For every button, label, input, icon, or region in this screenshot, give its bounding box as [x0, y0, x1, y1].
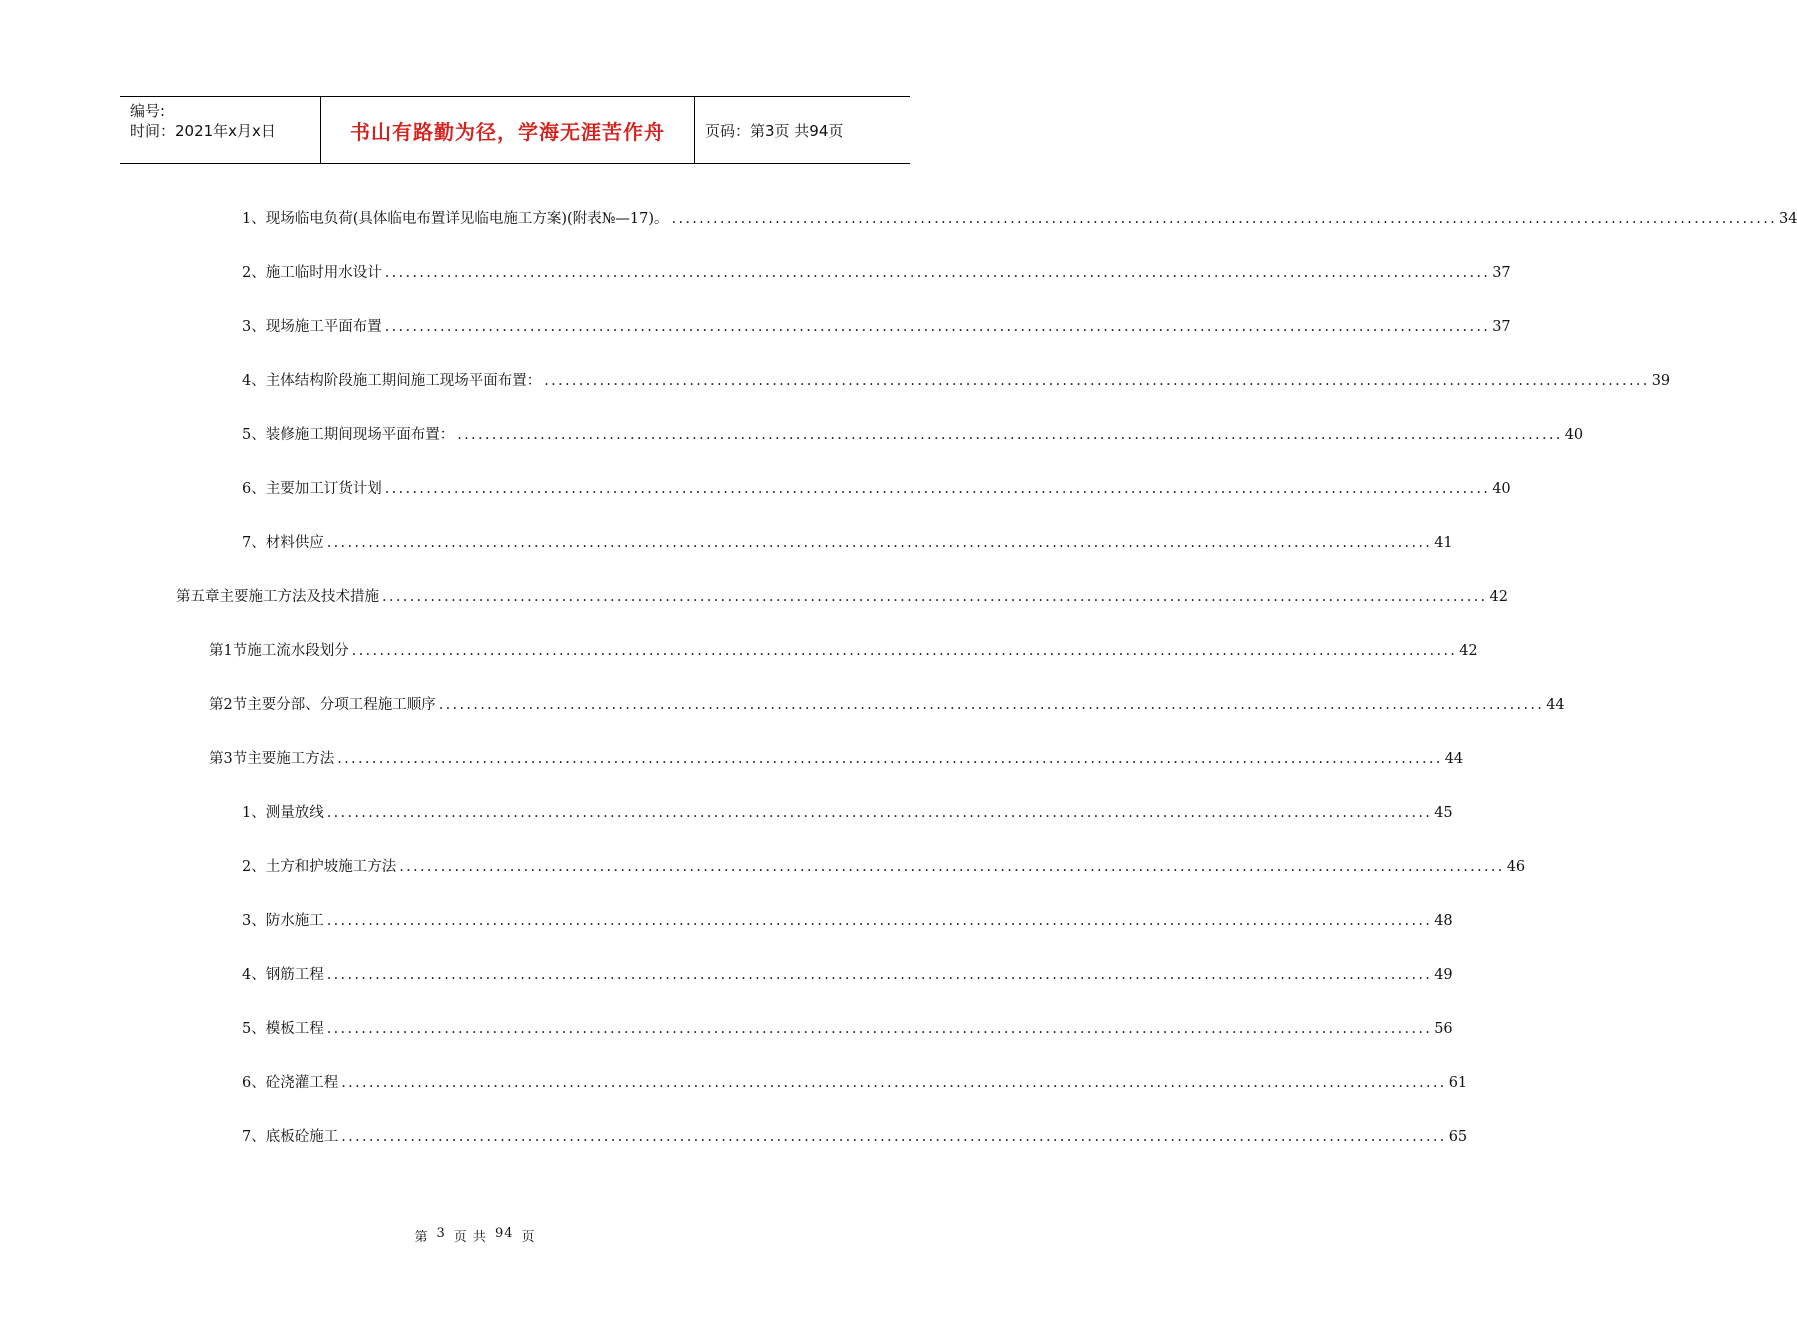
- toc-dot-leader: ................................................................................................................................................................: [326, 967, 1433, 983]
- toc-entry-page: 41: [1434, 535, 1453, 551]
- toc-entry-number: 6、: [242, 481, 266, 497]
- toc-entry-page: 56: [1434, 1021, 1453, 1037]
- toc-entry-title: 测量放线: [265, 805, 324, 821]
- toc-entry-page: 39: [1651, 373, 1671, 389]
- toc-entry[interactable]: [242, 425, 1584, 445]
- toc-dot-leader: ................................................................................................................................................................: [457, 427, 1563, 443]
- toc-dot-leader: ................................................................................................................................................................: [326, 805, 1433, 821]
- toc-entry[interactable]: [242, 317, 1511, 337]
- toc-entry-title: 主体结构阶段施工期间施工现场平面布置：: [265, 373, 542, 389]
- toc-entry[interactable]: [209, 749, 1464, 769]
- toc-entry-title: 主要分部、分项工程施工顺序: [247, 697, 436, 713]
- toc-entry-title: 施工流水段划分: [247, 643, 349, 659]
- toc-dot-leader: ................................................................................................................................................................: [351, 643, 1458, 659]
- toc-entry-page: 40: [1564, 427, 1584, 443]
- toc-entry-page: 46: [1506, 859, 1526, 875]
- toc-entry[interactable]: [209, 695, 1565, 715]
- toc-entry[interactable]: [242, 209, 1797, 229]
- toc-entry-title: 钢筋工程: [265, 967, 324, 983]
- toc-entry-number: 第1节: [209, 643, 248, 659]
- toc-dot-leader: ................................................................................................................................................................: [341, 1129, 1447, 1145]
- toc-dot-leader: ................................................................................................................................................................: [438, 697, 1545, 713]
- toc-entry-number: 4、: [242, 373, 266, 389]
- serial-number-label: 编号:: [130, 102, 166, 120]
- footer-suffix: 页: [521, 1230, 536, 1245]
- toc-entry-page: 42: [1459, 643, 1478, 659]
- toc-entry-number: 5、: [242, 1021, 266, 1037]
- header-motto: 书山有路勤为径，学海无涯苦作舟: [321, 97, 695, 163]
- toc-dot-leader: ................................................................................................................................................................: [337, 751, 1443, 767]
- toc-dot-leader: ................................................................................................................................................................: [399, 859, 1505, 875]
- toc-dot-leader: ................................................................................................................................................................: [544, 373, 1650, 389]
- toc-dot-leader: ................................................................................................................................................................: [382, 589, 1488, 605]
- document-header: [120, 96, 910, 164]
- toc-entry-title: 主要施工方法及技术措施: [219, 589, 379, 605]
- toc-dot-leader: ................................................................................................................................................................: [326, 1021, 1433, 1037]
- toc-entry[interactable]: [242, 371, 1671, 391]
- toc-entry-number: 7、: [242, 535, 266, 551]
- toc-dot-leader: ................................................................................................................................................................: [384, 481, 1491, 497]
- toc-entry[interactable]: [242, 1073, 1468, 1093]
- toc-entry-page: 48: [1434, 913, 1453, 929]
- page-footer: [0, 1226, 950, 1246]
- toc-entry-number: 2、: [242, 265, 266, 281]
- header-meta: [120, 97, 321, 163]
- toc-entry-number: 1、: [242, 211, 266, 227]
- toc-entry[interactable]: [242, 533, 1453, 553]
- toc-entry-number: 3、: [242, 319, 266, 335]
- toc-entry-number: 5、: [242, 427, 266, 443]
- toc-entry-page: 44: [1546, 697, 1565, 713]
- toc-entry-title: 主要施工方法: [247, 751, 335, 767]
- toc-entry-page: 37: [1492, 265, 1511, 281]
- footer-page-total: 94: [494, 1226, 514, 1241]
- toc-entry-page: 45: [1434, 805, 1453, 821]
- toc-dot-leader: ................................................................................................................................................................: [384, 319, 1491, 335]
- toc-entry-page: 42: [1489, 589, 1508, 605]
- toc-entry[interactable]: [242, 1019, 1453, 1039]
- footer-page-number: 3: [436, 1226, 446, 1241]
- toc-entry[interactable]: [242, 965, 1453, 985]
- toc-entry[interactable]: [242, 1127, 1468, 1147]
- toc-entry-title: 现场临电负荷(具体临电布置详见临电施工方案)(附表№—17)。: [265, 211, 669, 227]
- toc-entry-title: 砼浇灌工程: [265, 1075, 339, 1091]
- toc-entry-number: 第3节: [209, 751, 248, 767]
- toc-entry-title: 主要加工订货计划: [265, 481, 382, 497]
- toc-entry-title: 材料供应: [265, 535, 324, 551]
- toc-entry-page: 61: [1448, 1075, 1468, 1091]
- toc-dot-leader: ................................................................................................................................................................: [384, 265, 1491, 281]
- toc-dot-leader: ................................................................................................................................................................: [341, 1075, 1447, 1091]
- toc-dot-leader: ................................................................................................................................................................: [326, 913, 1433, 929]
- toc-entry-number: 4、: [242, 967, 266, 983]
- header-page-label: 页码：第3页 共94页: [705, 121, 844, 140]
- toc-entry-page: 34: [1779, 211, 1797, 227]
- toc-entry-title: 施工临时用水设计: [265, 265, 382, 281]
- toc-entry[interactable]: [242, 857, 1526, 877]
- toc-entry-title: 模板工程: [265, 1021, 324, 1037]
- toc-entry-title: 土方和护坡施工方法: [265, 859, 397, 875]
- toc-entry-number: 第五章: [176, 589, 220, 605]
- toc-entry-number: 2、: [242, 859, 266, 875]
- date-label: 时间：2021年x月x日: [130, 122, 276, 140]
- toc-entry-number: 第2节: [209, 697, 248, 713]
- toc-entry-title: 防水施工: [265, 913, 324, 929]
- toc-entry[interactable]: [242, 803, 1453, 823]
- toc-entry[interactable]: [242, 263, 1511, 283]
- toc-entry-number: 7、: [242, 1129, 266, 1145]
- toc-entry-number: 3、: [242, 913, 266, 929]
- footer-mid: 页 共: [453, 1230, 487, 1245]
- toc-dot-leader: ................................................................................................................................................................: [671, 211, 1778, 227]
- toc-entry-title: 装修施工期间现场平面布置：: [265, 427, 455, 443]
- footer-prefix: 第: [414, 1230, 429, 1245]
- toc-entry-page: 37: [1492, 319, 1511, 335]
- toc-entry[interactable]: [242, 479, 1511, 499]
- toc-entry-title: 现场施工平面布置: [265, 319, 382, 335]
- toc-entry-page: 40: [1492, 481, 1511, 497]
- toc-entry[interactable]: [176, 587, 1508, 607]
- toc-entry-title: 底板砼施工: [265, 1129, 339, 1145]
- toc-entry-number: 6、: [242, 1075, 266, 1091]
- toc-entry-page: 44: [1444, 751, 1464, 767]
- toc-dot-leader: ................................................................................................................................................................: [326, 535, 1433, 551]
- toc-entry-number: 1、: [242, 805, 266, 821]
- toc-entry-page: 49: [1434, 967, 1453, 983]
- toc-entry[interactable]: [209, 641, 1478, 661]
- toc-entry-page: 65: [1448, 1129, 1468, 1145]
- toc-entry[interactable]: [242, 911, 1453, 931]
